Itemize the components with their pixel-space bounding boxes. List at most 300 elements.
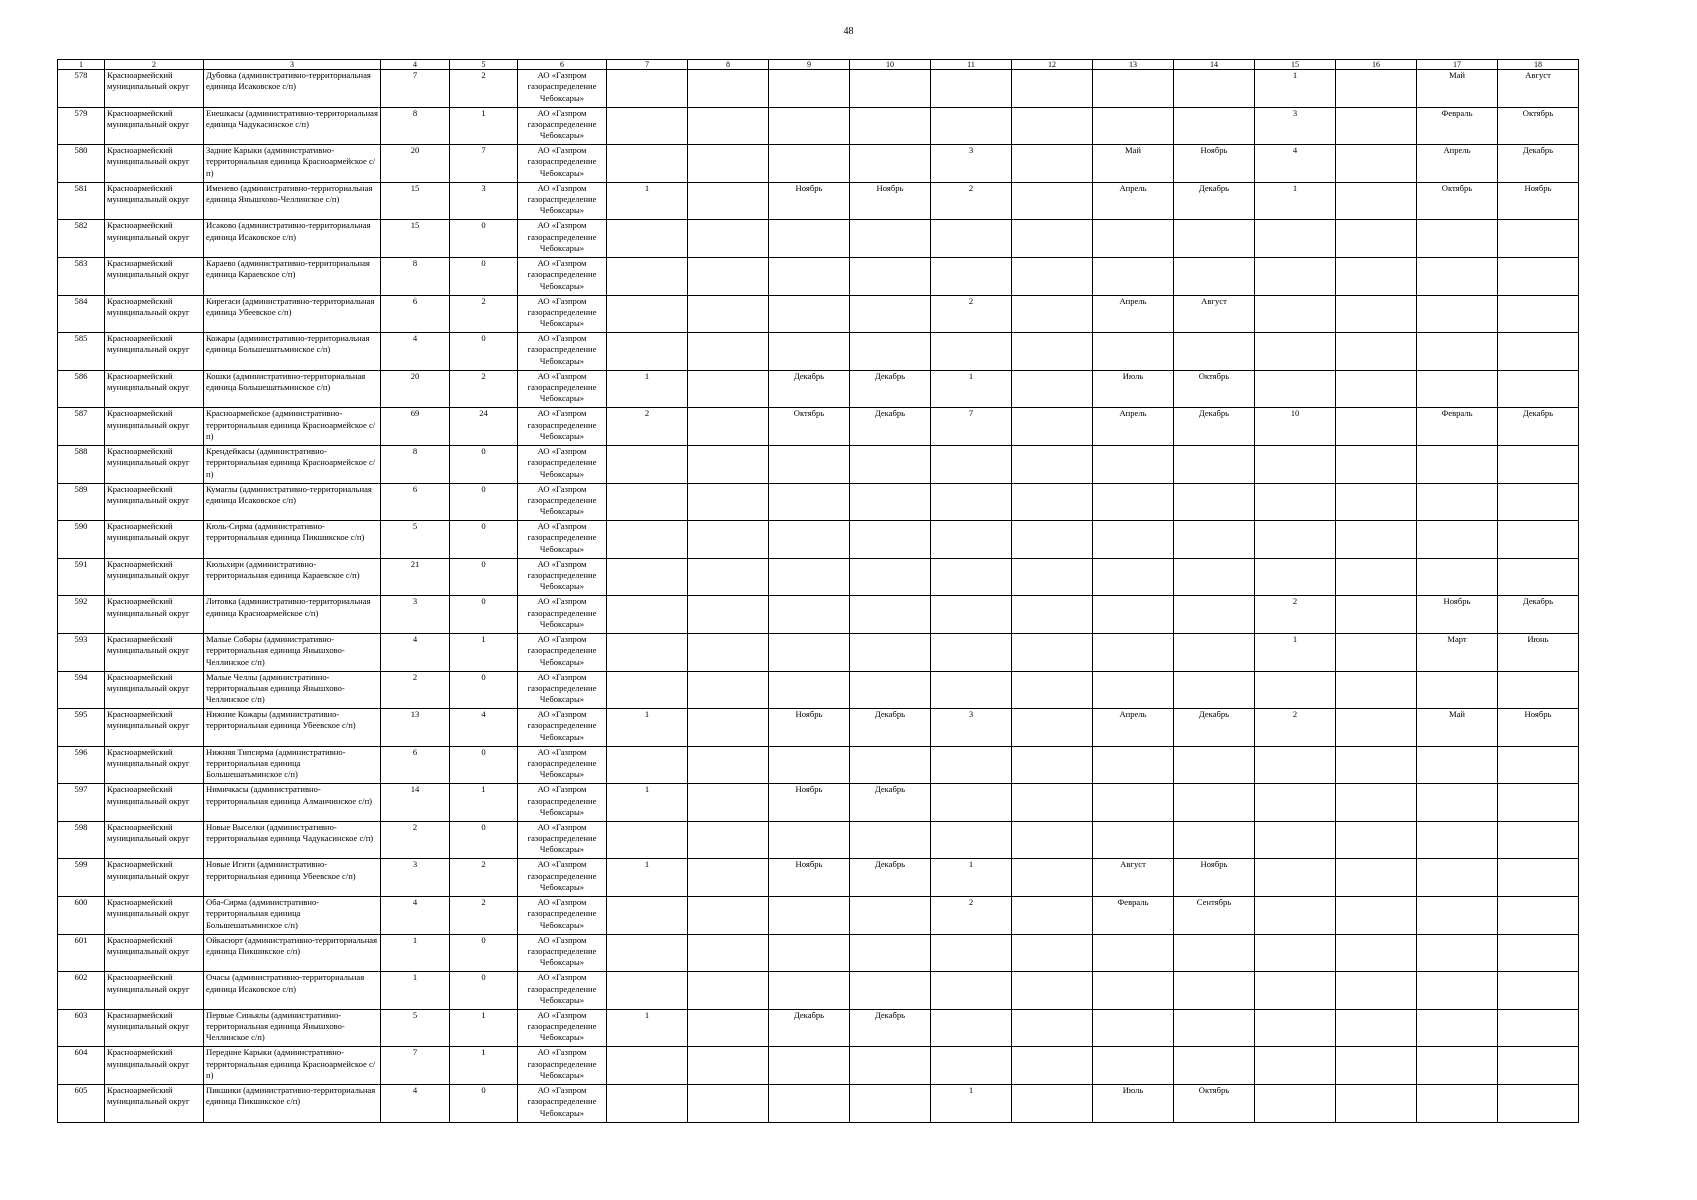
table-row [58, 107, 1579, 145]
cell-text: 582 [74, 220, 88, 231]
cell-value-col-8 [688, 182, 769, 220]
cell-value-col-4 [381, 521, 450, 559]
cell-text: Апрель [1119, 408, 1147, 419]
cell-value-col-12 [1012, 709, 1093, 747]
cell-value-col-5 [450, 558, 518, 596]
cell-month-col-18 [1498, 295, 1579, 333]
cell-month-col-9 [769, 333, 850, 371]
cell-text: АО «Газпром газораспределение Чебоксары» [527, 746, 597, 780]
cell-value-col-11 [931, 821, 1012, 859]
cell-municipality [105, 1085, 204, 1123]
cell-month-col-9 [769, 859, 850, 897]
cell-municipality [105, 746, 204, 784]
cell-text: АО «Газпром газораспределение Чебоксары» [527, 483, 597, 517]
cell-month-col-10 [850, 1085, 931, 1123]
cell-month-col-10 [850, 521, 931, 559]
cell-value-col-7 [607, 558, 688, 596]
cell-value-col-12 [1012, 295, 1093, 333]
cell-month-col-13 [1093, 821, 1174, 859]
cell-text: Красноармейский муниципальный округ [107, 408, 190, 430]
cell-text: Июнь [1527, 633, 1549, 644]
cell-text: АО «Газпром газораспределение Чебоксары» [527, 257, 597, 291]
cell-value-col-11 [931, 220, 1012, 258]
table-row [58, 709, 1579, 747]
cell-text: 0 [481, 934, 486, 945]
cell-text: Красноармейский муниципальный округ [107, 70, 190, 92]
cell-text: Март [1447, 633, 1467, 644]
cell-value-col-4 [381, 934, 450, 972]
cell-text: 3 [412, 859, 418, 870]
cell-value-col-4 [381, 746, 450, 784]
cell-text: 581 [74, 182, 88, 193]
cell-month-col-9 [769, 483, 850, 521]
cell-text: АО «Газпром газораспределение Чебоксары» [527, 972, 597, 1005]
cell-month-col-13 [1093, 558, 1174, 596]
cell-value-col-15 [1255, 220, 1336, 258]
cell-value-col-5 [450, 295, 518, 333]
cell-value-col-4 [381, 70, 450, 108]
cell-settlement [204, 596, 381, 634]
cell-month-col-10 [850, 897, 931, 935]
cell-text: Красноармейский муниципальный округ [107, 897, 190, 919]
cell-text: 4 [412, 897, 418, 908]
cell-text: Ноябрь [1443, 596, 1471, 607]
cell-row-number [58, 182, 105, 220]
cell-settlement [204, 934, 381, 972]
cell-text: 1 [481, 784, 486, 795]
cell-month-col-18 [1498, 70, 1579, 108]
cell-value-col-16 [1336, 483, 1417, 521]
cell-month-col-9 [769, 295, 850, 333]
cell-municipality [105, 445, 204, 483]
cell-value-col-5 [450, 408, 518, 446]
cell-organization [518, 859, 607, 897]
cell-text: 1 [644, 370, 650, 381]
cell-month-col-17 [1417, 70, 1498, 108]
cell-month-col-14 [1174, 746, 1255, 784]
cell-month-col-17 [1417, 596, 1498, 634]
cell-value-col-8 [688, 596, 769, 634]
cell-text: Очасы (административно-территориальная единица Исаковское с/п) [206, 972, 365, 994]
cell-value-col-12 [1012, 220, 1093, 258]
cell-text: Декабрь [1522, 145, 1554, 156]
cell-month-col-9 [769, 633, 850, 671]
cell-settlement [204, 784, 381, 822]
cell-value-col-11 [931, 633, 1012, 671]
cell-municipality [105, 972, 204, 1010]
cell-row-number [58, 558, 105, 596]
cell-text: Красноармейский муниципальный округ [107, 859, 190, 881]
cell-month-col-13 [1093, 972, 1174, 1010]
cell-month-col-10 [850, 145, 931, 183]
cell-value-col-16 [1336, 709, 1417, 747]
cell-value-col-15 [1255, 671, 1336, 709]
table-row [58, 934, 1579, 972]
cell-month-col-17 [1417, 784, 1498, 822]
cell-text: 5 [412, 521, 418, 532]
cell-value-col-4 [381, 408, 450, 446]
cell-organization [518, 709, 607, 747]
cell-value-col-15 [1255, 1085, 1336, 1123]
cell-text: АО «Газпром газораспределение Чебоксары» [527, 1047, 597, 1081]
cell-month-col-13 [1093, 220, 1174, 258]
cell-value-col-8 [688, 408, 769, 446]
cell-value-col-4 [381, 709, 450, 747]
cell-value-col-15 [1255, 596, 1336, 634]
cell-month-col-10 [850, 596, 931, 634]
cell-text: 2 [481, 295, 486, 306]
cell-value-col-16 [1336, 1009, 1417, 1047]
cell-settlement [204, 408, 381, 446]
cell-month-col-18 [1498, 784, 1579, 822]
column-header-14: 14 [1174, 60, 1255, 70]
cell-text: 3 [412, 596, 418, 607]
cell-text: Именево (административно-территориальная единица Янышхово-Челлинское с/п) [206, 182, 373, 205]
cell-month-col-13 [1093, 107, 1174, 145]
cell-municipality [105, 70, 204, 108]
cell-row-number [58, 333, 105, 371]
cell-text: Май [1124, 145, 1142, 156]
cell-value-col-5 [450, 1009, 518, 1047]
cell-text: 602 [74, 972, 88, 983]
cell-text: 3 [968, 145, 974, 156]
cell-text: Февраль [1441, 408, 1473, 419]
cell-month-col-18 [1498, 182, 1579, 220]
cell-value-col-5 [450, 333, 518, 371]
cell-month-col-18 [1498, 107, 1579, 145]
cell-municipality [105, 220, 204, 258]
cell-text: АО «Газпром газораспределение Чебоксары» [527, 709, 597, 742]
cell-month-col-10 [850, 70, 931, 108]
cell-text: 69 [410, 408, 420, 419]
cell-month-col-14 [1174, 558, 1255, 596]
cell-text: 1 [412, 972, 418, 983]
cell-month-col-14 [1174, 220, 1255, 258]
column-header-13: 13 [1093, 60, 1174, 70]
cell-row-number [58, 1009, 105, 1047]
cell-text: 578 [74, 70, 88, 80]
cell-month-col-17 [1417, 145, 1498, 183]
cell-value-col-8 [688, 972, 769, 1010]
cell-month-col-10 [850, 257, 931, 295]
cell-text: Октябрь [793, 408, 825, 419]
cell-text: Февраль [1441, 107, 1473, 118]
cell-value-col-12 [1012, 1047, 1093, 1085]
cell-text: АО «Газпром газораспределение Чебоксары» [527, 633, 597, 667]
cell-value-col-12 [1012, 1085, 1093, 1123]
cell-organization [518, 408, 607, 446]
cell-text: 1 [644, 709, 650, 720]
cell-text: 0 [481, 257, 486, 268]
column-header-16: 16 [1336, 60, 1417, 70]
cell-text: АО «Газпром газораспределение Чебоксары» [527, 408, 597, 441]
cell-organization [518, 483, 607, 521]
cell-value-col-15 [1255, 145, 1336, 183]
cell-municipality [105, 333, 204, 371]
cell-text: 0 [481, 1085, 486, 1096]
cell-settlement [204, 295, 381, 333]
cell-month-col-13 [1093, 182, 1174, 220]
cell-month-col-10 [850, 784, 931, 822]
cell-value-col-11 [931, 1047, 1012, 1085]
cell-text: Красноармейский муниципальный округ [107, 483, 190, 505]
table-row [58, 897, 1579, 935]
cell-text: 8 [412, 107, 418, 118]
cell-value-col-11 [931, 784, 1012, 822]
cell-text: 1 [644, 859, 650, 870]
cell-value-col-15 [1255, 333, 1336, 371]
cell-municipality [105, 521, 204, 559]
cell-value-col-7 [607, 709, 688, 747]
cell-month-col-10 [850, 671, 931, 709]
cell-text: Красноармейский муниципальный округ [107, 370, 190, 393]
cell-organization [518, 821, 607, 859]
cell-value-col-15 [1255, 521, 1336, 559]
cell-value-col-16 [1336, 408, 1417, 446]
cell-text: Красноармейский муниципальный округ [107, 784, 190, 806]
table-row [58, 182, 1579, 220]
cell-value-col-11 [931, 333, 1012, 371]
cell-value-col-4 [381, 859, 450, 897]
cell-value-col-4 [381, 145, 450, 183]
cell-settlement [204, 220, 381, 258]
cell-month-col-14 [1174, 182, 1255, 220]
cell-value-col-4 [381, 784, 450, 822]
cell-settlement [204, 107, 381, 145]
cell-text: Апрель [1119, 709, 1147, 720]
cell-value-col-11 [931, 408, 1012, 446]
cell-value-col-12 [1012, 558, 1093, 596]
cell-value-col-15 [1255, 972, 1336, 1010]
cell-month-col-10 [850, 107, 931, 145]
cell-organization [518, 784, 607, 822]
cell-month-col-18 [1498, 859, 1579, 897]
cell-text: Кожары (административно-территориальная единица Большешатьминское с/п) [206, 333, 370, 355]
column-header-11: 11 [931, 60, 1012, 70]
cell-value-col-12 [1012, 1009, 1093, 1047]
cell-text: 603 [74, 1009, 88, 1020]
cell-value-col-5 [450, 746, 518, 784]
cell-organization [518, 295, 607, 333]
cell-month-col-17 [1417, 1047, 1498, 1085]
cell-text: Декабрь [874, 370, 906, 381]
cell-value-col-8 [688, 220, 769, 258]
cell-municipality [105, 257, 204, 295]
cell-value-col-5 [450, 145, 518, 183]
cell-month-col-13 [1093, 408, 1174, 446]
cell-text: 2 [1292, 596, 1298, 607]
cell-text: Ноябрь [1200, 859, 1228, 870]
cell-value-col-7 [607, 1085, 688, 1123]
cell-value-col-12 [1012, 784, 1093, 822]
cell-municipality [105, 934, 204, 972]
cell-text: 8 [412, 257, 418, 268]
cell-value-col-16 [1336, 370, 1417, 408]
cell-month-col-9 [769, 257, 850, 295]
cell-month-col-17 [1417, 633, 1498, 671]
cell-text: 0 [481, 821, 486, 832]
cell-month-col-9 [769, 972, 850, 1010]
cell-settlement [204, 1085, 381, 1123]
cell-value-col-4 [381, 295, 450, 333]
cell-value-col-5 [450, 70, 518, 108]
cell-text: Ноябрь [795, 709, 823, 720]
cell-month-col-9 [769, 821, 850, 859]
column-header-3: 3 [204, 60, 381, 70]
cell-organization [518, 521, 607, 559]
cell-text: Литовка (административно-территориальная единица Красноармейское с/п) [206, 596, 371, 618]
cell-text: 596 [74, 746, 88, 757]
cell-text: 7 [481, 145, 486, 156]
cell-text: 591 [74, 558, 88, 569]
cell-settlement [204, 483, 381, 521]
cell-text: 7 [412, 1047, 418, 1058]
cell-month-col-18 [1498, 972, 1579, 1010]
cell-month-col-13 [1093, 370, 1174, 408]
cell-month-col-13 [1093, 596, 1174, 634]
cell-settlement [204, 633, 381, 671]
cell-value-col-12 [1012, 145, 1093, 183]
cell-text: 599 [74, 859, 88, 870]
cell-month-col-14 [1174, 972, 1255, 1010]
cell-text: 2 [481, 859, 486, 870]
cell-row-number [58, 445, 105, 483]
cell-value-col-15 [1255, 784, 1336, 822]
cell-text: 2 [481, 370, 486, 381]
cell-text: 0 [481, 671, 486, 682]
cell-value-col-16 [1336, 671, 1417, 709]
cell-municipality [105, 483, 204, 521]
cell-value-col-11 [931, 521, 1012, 559]
cell-text: 6 [412, 746, 418, 757]
table-row [58, 821, 1579, 859]
cell-value-col-15 [1255, 408, 1336, 446]
cell-month-col-14 [1174, 633, 1255, 671]
cell-value-col-15 [1255, 558, 1336, 596]
cell-value-col-12 [1012, 370, 1093, 408]
cell-value-col-16 [1336, 220, 1417, 258]
cell-value-col-8 [688, 370, 769, 408]
column-header-15: 15 [1255, 60, 1336, 70]
cell-month-col-14 [1174, 1047, 1255, 1085]
cell-month-col-18 [1498, 1047, 1579, 1085]
cell-value-col-7 [607, 671, 688, 709]
table-row [58, 220, 1579, 258]
cell-text: АО «Газпром газораспределение Чебоксары» [527, 220, 597, 253]
cell-value-col-11 [931, 1085, 1012, 1123]
table-row [58, 596, 1579, 634]
cell-text: 588 [74, 445, 88, 456]
cell-text: 1 [644, 182, 650, 193]
cell-text: Август [1120, 859, 1146, 870]
cell-text: Красноармейский муниципальный округ [107, 220, 190, 242]
cell-organization [518, 746, 607, 784]
cell-value-col-11 [931, 445, 1012, 483]
cell-text: 1 [412, 934, 418, 945]
cell-value-col-16 [1336, 333, 1417, 371]
cell-text: 598 [74, 821, 88, 832]
cell-value-col-5 [450, 671, 518, 709]
table-row [58, 333, 1579, 371]
cell-value-col-12 [1012, 107, 1093, 145]
cell-month-col-10 [850, 182, 931, 220]
cell-text: Нимичкасы (административно-территориальная единица Алманчинское с/п) [206, 784, 373, 806]
cell-month-col-18 [1498, 746, 1579, 784]
cell-text: Июль [1122, 370, 1144, 381]
cell-value-col-5 [450, 972, 518, 1010]
cell-settlement [204, 746, 381, 784]
cell-value-col-4 [381, 483, 450, 521]
cell-text: Август [1525, 70, 1551, 80]
cell-row-number [58, 821, 105, 859]
cell-organization [518, 596, 607, 634]
cell-value-col-5 [450, 521, 518, 559]
cell-text: 1 [1292, 182, 1298, 193]
cell-value-col-8 [688, 859, 769, 897]
cell-text: 2 [412, 671, 418, 682]
table-row [58, 671, 1579, 709]
cell-value-col-16 [1336, 70, 1417, 108]
cell-text: 14 [410, 784, 420, 795]
cell-text: Декабрь [1522, 596, 1554, 607]
cell-month-col-13 [1093, 746, 1174, 784]
cell-text: Декабрь [874, 709, 906, 720]
cell-text: Красноармейский муниципальный округ [107, 633, 190, 656]
cell-value-col-15 [1255, 483, 1336, 521]
cell-month-col-18 [1498, 445, 1579, 483]
cell-text: 604 [74, 1047, 88, 1058]
cell-municipality [105, 1009, 204, 1047]
cell-value-col-5 [450, 483, 518, 521]
cell-value-col-5 [450, 709, 518, 747]
cell-value-col-4 [381, 633, 450, 671]
cell-text: 3 [968, 709, 974, 720]
cell-text: АО «Газпром газораспределение Чебоксары» [527, 521, 597, 554]
cell-value-col-7 [607, 859, 688, 897]
cell-month-col-14 [1174, 784, 1255, 822]
table-row [58, 370, 1579, 408]
cell-value-col-11 [931, 483, 1012, 521]
cell-month-col-13 [1093, 633, 1174, 671]
cell-organization [518, 1085, 607, 1123]
cell-text: АО «Газпром газораспределение Чебоксары» [527, 934, 597, 968]
cell-value-col-15 [1255, 633, 1336, 671]
cell-text: 1 [481, 1047, 486, 1058]
cell-municipality [105, 897, 204, 935]
column-header-5: 5 [450, 60, 518, 70]
cell-text: 2 [481, 70, 486, 80]
cell-text: АО «Газпром газораспределение Чебоксары» [527, 859, 597, 893]
cell-municipality [105, 107, 204, 145]
cell-value-col-11 [931, 709, 1012, 747]
cell-text: 6 [412, 483, 418, 494]
cell-row-number [58, 257, 105, 295]
cell-text: Декабрь [874, 784, 906, 795]
cell-month-col-10 [850, 220, 931, 258]
cell-value-col-7 [607, 746, 688, 784]
cell-value-col-7 [607, 633, 688, 671]
cell-text: Май [1448, 709, 1466, 720]
cell-municipality [105, 596, 204, 634]
cell-month-col-10 [850, 333, 931, 371]
cell-text: АО «Газпром газораспределение Чебоксары» [527, 596, 597, 629]
cell-row-number [58, 145, 105, 183]
cell-text: Кюльхири (административно-территориальная единица Караевское с/п) [206, 558, 360, 581]
cell-text: Октябрь [1522, 107, 1554, 118]
cell-settlement [204, 333, 381, 371]
cell-value-col-11 [931, 145, 1012, 183]
cell-municipality [105, 558, 204, 596]
